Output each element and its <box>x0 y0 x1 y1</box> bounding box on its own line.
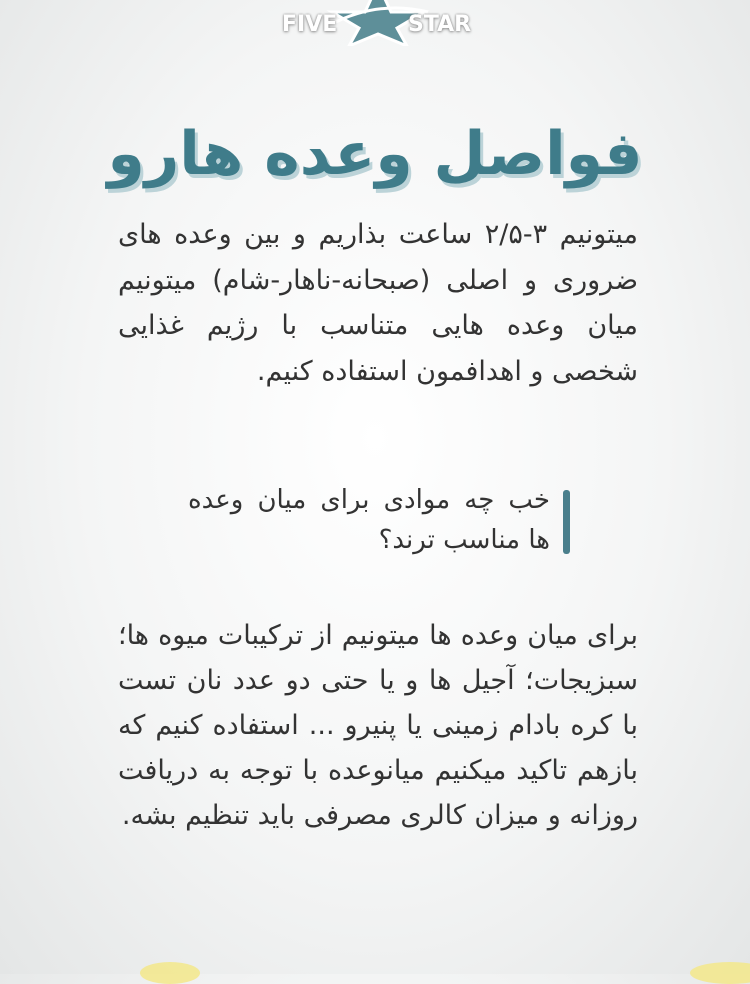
question-text: خب چه موادی برای میان وعده ها مناسب ترند؟ <box>188 485 550 555</box>
decorative-blob-left <box>140 962 200 984</box>
question-callout <box>150 486 570 556</box>
intro-paragraph: میتونیم ۳-۲/۵ ساعت بذاریم و بین وعده های ضروری و اصلی (صبحانه-ناهار-شام) میتونیم میان وعده هایی متناسب با رژیم غذایی شخصی و اهدافمون استفاده کنیم. <box>118 219 639 387</box>
answer-paragraph: برای میان وعده ها میتونیم از ترکیبات میوه ها؛ سبزیجات؛ آجیل ها و یا حتی دو عدد نان تست با کره بادام زمینی یا پنیرو ... استفاده کنیم که بازهم تاکید میکنیم میانوعده با توجه به دریافت روزانه و میزان کالری مصرفی باید تنظیم بشه. <box>118 620 638 831</box>
five-star-logo <box>0 0 750 50</box>
page-title: فواصل وعده هارو <box>107 119 643 189</box>
accent-bar <box>563 490 570 554</box>
decorative-blob-right <box>690 962 750 984</box>
logo-word-star: STAR <box>408 12 472 37</box>
logo-word-five: FIVE <box>282 12 338 37</box>
